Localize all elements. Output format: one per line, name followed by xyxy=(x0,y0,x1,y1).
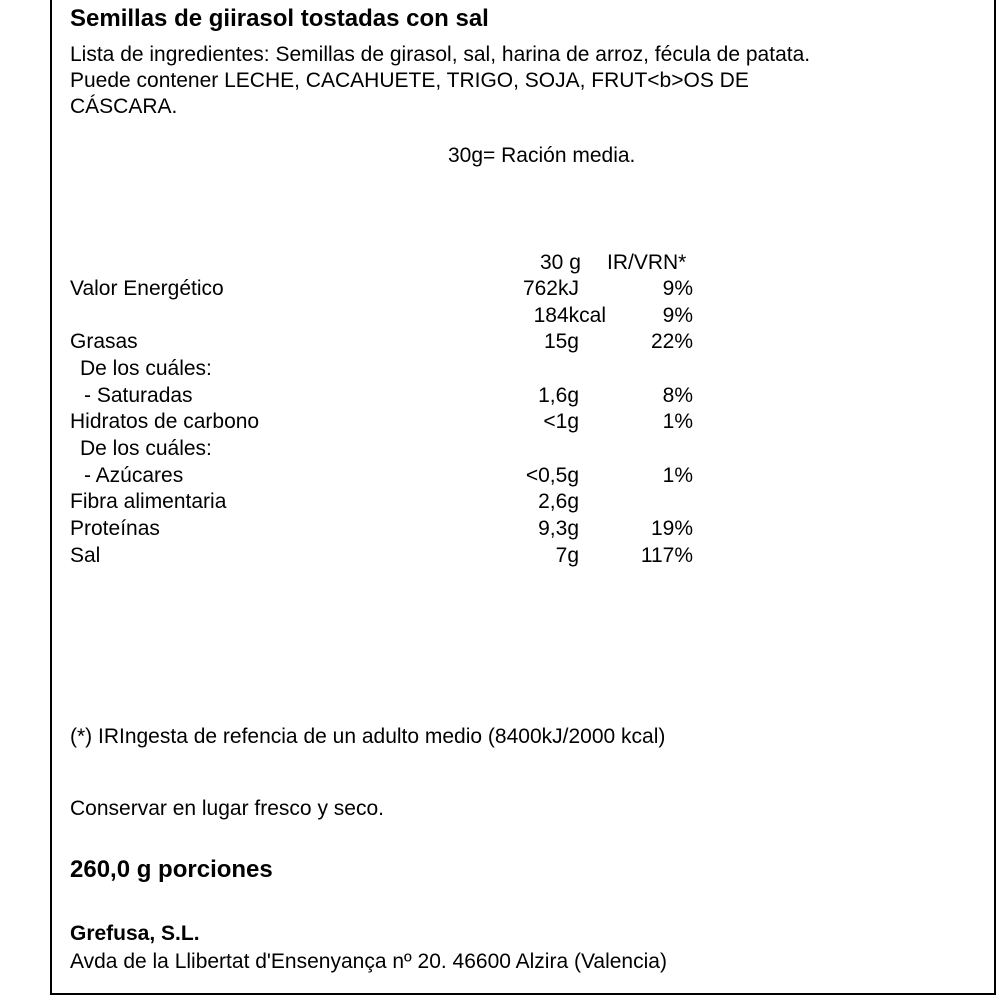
nutrition-row-energy-kcal xyxy=(0,303,1000,329)
nutrient-label: - Saturadas xyxy=(84,384,193,407)
nutrition-row-fat xyxy=(0,329,1000,355)
nutrient-percent: 1% xyxy=(662,410,693,433)
nutrient-label: De los cuáles: xyxy=(80,357,212,380)
ingredients-line-1: Lista de ingredientes: Semillas de girasol, sal, harina de arroz, fécula de patata. xyxy=(70,43,811,66)
nutrient-percent: 22% xyxy=(650,330,693,353)
nutrient-quantity: 184kcal xyxy=(533,304,606,327)
ingredients-line-3: CÁSCARA. xyxy=(70,95,178,118)
nutrient-label: Sal xyxy=(70,544,101,567)
nutrient-quantity: 7g xyxy=(555,544,579,567)
nutrient-percent: 9% xyxy=(662,304,693,327)
nutrient-percent: 8% xyxy=(662,384,693,407)
nutrient-quantity: <1g xyxy=(543,410,579,433)
nutrition-row-fat-sub xyxy=(0,356,1000,382)
nutrition-row-sugars xyxy=(0,463,1000,489)
nutrient-label: - Azúcares xyxy=(84,464,184,487)
nutrition-row-saturated xyxy=(0,383,1000,409)
nutrition-row-energy-kj xyxy=(0,276,1000,302)
company-address: Avda de la Llibertat d'Ensenyança nº 20. 46600 Alzira (Valencia) xyxy=(70,950,667,973)
nutrient-quantity: 15g xyxy=(543,330,579,353)
nutrient-percent: 19% xyxy=(650,517,693,540)
nutrition-header-ir: IR/VRN* xyxy=(607,251,687,274)
ingredients-list xyxy=(70,42,950,120)
nutrient-label: Hidratos de carbono xyxy=(70,410,260,433)
nutrient-quantity: <0,5g xyxy=(525,464,579,487)
reference-intake-footnote: (*) IRIngesta de refencia de un adulto medio (8400kJ/2000 kcal) xyxy=(70,725,666,748)
nutrition-row-carbs-sub xyxy=(0,436,1000,462)
nutrient-label: De los cuáles: xyxy=(80,437,212,460)
nutrient-quantity: 9,3g xyxy=(538,517,579,540)
net-weight: 260,0 g porciones xyxy=(70,856,273,883)
company-name: Grefusa, S.L. xyxy=(70,922,200,945)
nutrient-percent: 9% xyxy=(662,277,693,300)
nutrient-percent: 1% xyxy=(662,464,693,487)
nutrition-row-fiber xyxy=(0,489,1000,515)
nutrient-quantity: 762kJ xyxy=(522,277,579,300)
serving-note: 30g= Ración media. xyxy=(448,144,636,167)
nutrient-quantity: 2,6g xyxy=(538,490,579,513)
nutrition-row-salt xyxy=(0,543,1000,569)
nutrient-quantity: 1,6g xyxy=(538,384,579,407)
storage-instructions: Conservar en lugar fresco y seco. xyxy=(70,797,384,820)
nutrient-percent: 117% xyxy=(640,544,693,567)
nutrition-row-protein xyxy=(0,516,1000,542)
nutrition-row-carbs xyxy=(0,409,1000,435)
nutrient-label: Proteínas xyxy=(70,517,160,540)
nutrition-header-quantity: 30 g xyxy=(540,251,581,274)
product-title: Semillas de giirasol tostadas con sal xyxy=(70,5,489,32)
nutrient-label: Grasas xyxy=(70,330,138,353)
nutrient-label: Valor Energético xyxy=(70,277,224,300)
ingredients-line-2: Puede contener LECHE, CACAHUETE, TRIGO, SOJA, FRUT<b>OS DE xyxy=(70,69,749,92)
nutrient-label: Fibra alimentaria xyxy=(70,490,227,513)
